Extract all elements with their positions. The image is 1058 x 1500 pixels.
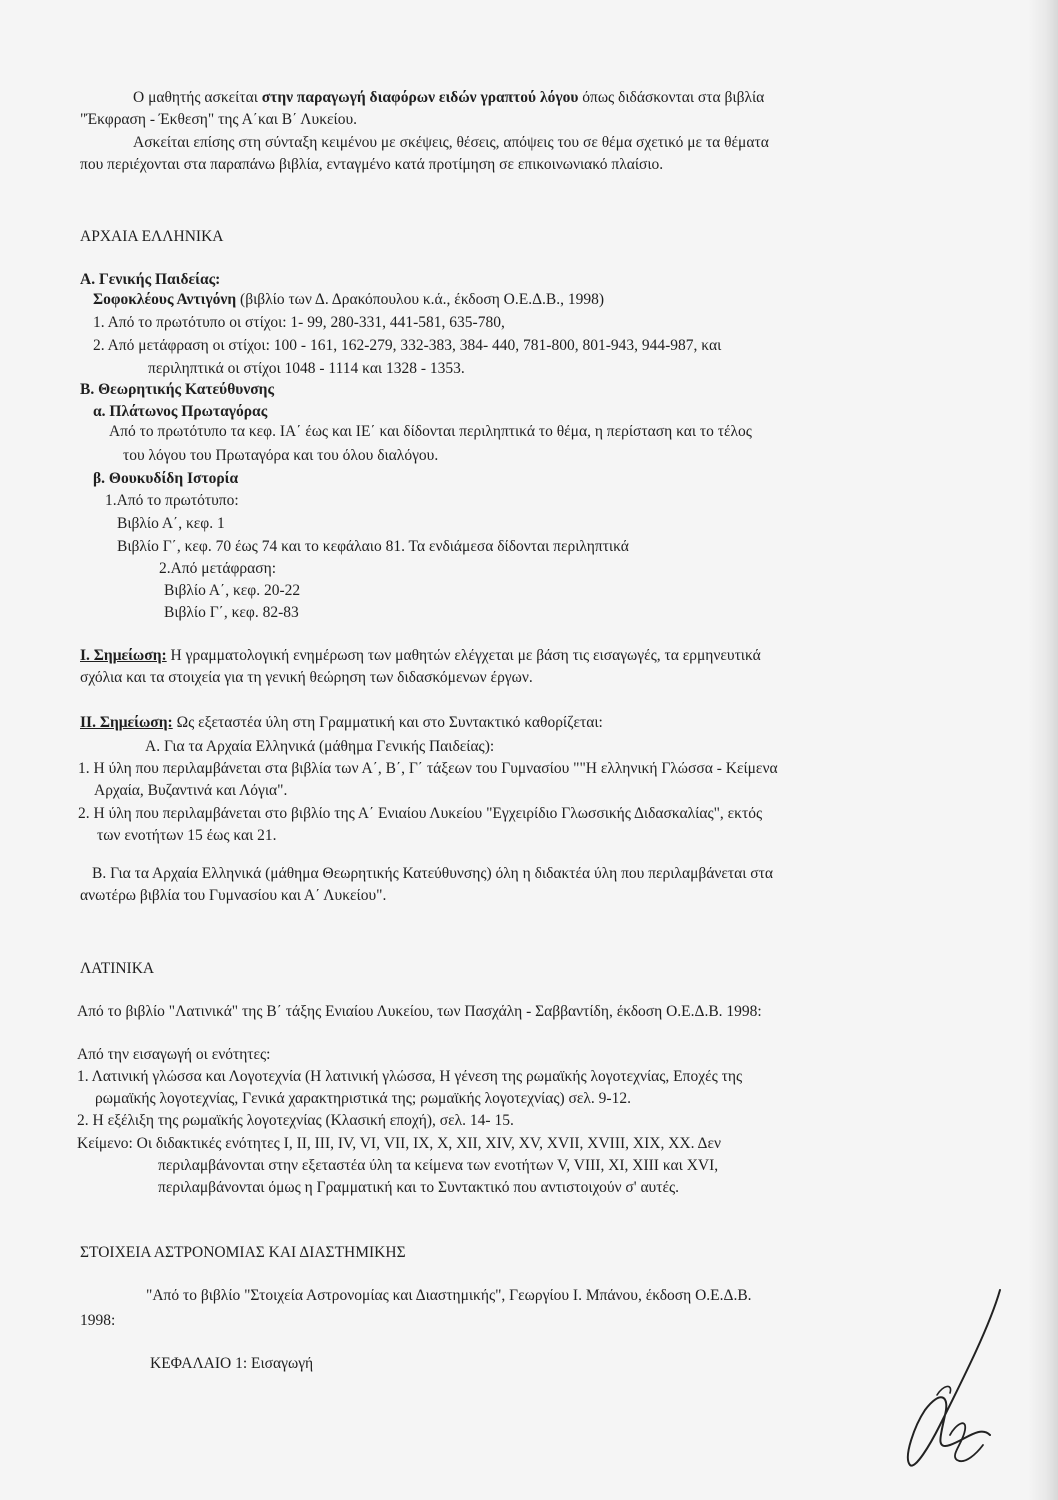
latin-item-1-line-2: ρωμαϊκής λογοτεχνίας, Γενικά χαρακτηριστικά της; ρωμαϊκής λογοτεχνίας) σελ. 9-12. xyxy=(95,1090,631,1107)
note-2-item-1-line-1: 1. Η ύλη που περιλαμβάνεται στα βιβλία των Α΄, Β΄, Γ΄ τάξεων του Γυμνασίου ""Η ελληνική Γλώσσα - Κείμενα xyxy=(78,760,778,777)
signature-mark xyxy=(895,1285,1035,1485)
latin-text-line-1: Κείμενο: Οι διδακτικές ενότητες Ι, ΙΙ, ΙΙΙ, ΙV, VΙ, VΙΙ, ΙΧ, Χ, ΧΙΙ, ΧΙV, ΧV, ΧVΙΙ, ΧVΙΙΙ, ΧΙΧ, ΧΧ. Δεν xyxy=(77,1135,721,1152)
intro-line-2: "Έκφραση - Έκθεση" της Α΄και Β΄ Λυκείου. xyxy=(80,111,358,128)
antigone-item-1: 1. Από το πρωτότυπο οι στίχοι: 1- 99, 280-331, 441-581, 635-780, xyxy=(93,314,505,331)
intro-p2-line-2: που περιέχονται στα παραπάνω βιβλία, ενταγμένο κατά προτίμηση σε επικοινωνιακό πλαίσιο. xyxy=(80,156,664,173)
protagoras-heading: α. Πλάτωνος Πρωταγόρας xyxy=(93,403,268,420)
note-2-label: ΙΙ. Σημείωση: xyxy=(80,714,173,731)
thucydides-book-a: Βιβλίο Α΄, κεφ. 1 xyxy=(117,515,225,532)
latin-source: Από το βιβλίο "Λατινικά" της Β΄ τάξης Ενιαίου Λυκείου, των Πασχάλη - Σαββαντίδη, έκδοση Ο.Ε.Δ.Β. 1998: xyxy=(77,1003,762,1020)
latin-text-line-3: περιλαμβάνονται όμως η Γραμματική και το Συντακτικό που αντιστοιχούν σ' αυτές. xyxy=(158,1179,679,1196)
intro-p2-line-1: Ασκείται επίσης στη σύνταξη κειμένου με σκέψεις, θέσεις, απόψεις του σε θέμα σχετικό με τα θέματα xyxy=(133,134,769,151)
note-2-item-1-line-2: Αρχαία, Βυζαντινά και Λόγια". xyxy=(94,782,288,799)
thucydides-trans-book-a: Βιβλίο Α΄, κεφ. 20-22 xyxy=(164,582,301,599)
latin-text-line-2: περιλαμβάνονται στην εξεταστέα ύλη τα κείμενα των ενοτήτων V, VΙΙΙ, ΧΙ, ΧΙΙΙ και ΧVΙ, xyxy=(158,1157,719,1174)
note-2-item-2-line-2: των ενοτήτων 15 έως και 21. xyxy=(97,827,277,844)
protagoras-line-1: Από το πρωτότυπο τα κεφ. ΙΑ΄ έως και ΙΕ΄ και δίδονται περιληπτικά το θέμα, η περίσταση και το τέλος xyxy=(109,423,752,440)
antigone-item-2-line-2: περιληπτικά οι στίχοι 1048 - 1114 και 1328 - 1353. xyxy=(148,360,465,377)
latin-intro: Από την εισαγωγή οι ενότητες: xyxy=(77,1046,271,1063)
protagoras-line-2: του λόγου του Πρωταγόρα και του όλου διαλόγου. xyxy=(123,447,439,464)
astronomy-heading: ΣΤΟΙΧΕΙΑ ΑΣΤΡΟΝΟΜΙΑΣ ΚΑΙ ΔΙΑΣΤΗΜΙΚΗΣ xyxy=(80,1244,406,1261)
note-1-label: Ι. Σημείωση: xyxy=(80,647,167,664)
note-2-item-2-line-1: 2. Η ύλη που περιλαμβάνεται στο βιβλίο της Α΄ Ενιαίου Λυκείου "Εγχειρίδιο Γλωσσικής Διδασκαλίας", εκτός xyxy=(78,805,763,822)
astronomy-chapter: ΚΕΦΑΛΑΙΟ 1: Εισαγωγή xyxy=(150,1355,314,1372)
note-1-line-2: σχόλια και τα στοιχεία για τη γενική θεώρηση των διδασκόμενων έργων. xyxy=(80,669,533,686)
astronomy-source-line-1: "Από το βιβλίο "Στοιχεία Αστρονομίας και Διαστημικής", Γεωργίου Ι. Μπάνου, έκδοση Ο.Ε.Δ.Β. xyxy=(146,1287,752,1304)
note-2-section-b-line-1: Β. Για τα Αρχαία Ελληνικά (μάθημα Θεωρητικής Κατεύθυνσης) όλη η διδακτέα ύλη που περιλαμβάνεται στα xyxy=(92,865,774,882)
note-2-section-a: Α. Για τα Αρχαία Ελληνικά (μάθημα Γενικής Παιδείας): xyxy=(145,738,495,755)
thucydides-translation: 2.Από μετάφραση: xyxy=(159,560,277,577)
latin-item-1-line-1: 1. Λατινική γλώσσα και Λογοτεχνία (Η λατινική γλώσσα, Η γένεση της ρωμαϊκής λογοτεχνίας, Εποχές της xyxy=(77,1068,743,1085)
intro-bold-phrase: στην παραγωγή διαφόρων ειδών γραπτού λόγου xyxy=(261,89,579,106)
astronomy-source-line-2: 1998: xyxy=(80,1312,116,1329)
thucydides-trans-book-c: Βιβλίο Γ΄, κεφ. 82-83 xyxy=(164,604,299,621)
note-2-line-1: ΙΙ. Σημείωση: Ως εξεταστέα ύλη στη Γραμματική και στο Συντακτικό καθορίζεται: xyxy=(80,714,603,731)
general-education-heading: Α. Γενικής Παιδείας: xyxy=(80,271,221,288)
latin-heading: ΛΑΤΙΝΙΚΑ xyxy=(80,960,155,977)
latin-item-2: 2. Η εξέλιξη της ρωμαϊκής λογοτεχνίας (Κλασική εποχή), σελ. 14- 15. xyxy=(77,1112,514,1129)
note-1-line-1: Ι. Σημείωση: Η γραμματολογική ενημέρωση των μαθητών ελέγχεται με βάση τις εισαγωγές, τα ερμηνευτικά xyxy=(80,647,761,664)
thucydides-original: 1.Από το πρωτότυπο: xyxy=(105,492,239,509)
antigone-item-2-line-1: 2. Από μετάφραση οι στίχοι: 100 - 161, 162-279, 332-383, 384- 440, 781-800, 801-943, 944-987, και xyxy=(93,337,722,354)
note-2-section-b-line-2: ανωτέρω βιβλία του Γυμνασίου και Α΄ Λυκείου". xyxy=(80,887,387,904)
ancient-heading: ΑΡΧΑΙΑ ΕΛΛΗΝΙΚΑ xyxy=(80,228,224,245)
thucydides-heading: β. Θουκυδίδη Ιστορία xyxy=(93,470,239,487)
intro-line-1: Ο μαθητής ασκείται στην παραγωγή διαφόρων ειδών γραπτού λόγου όπως διδάσκονται στα βιβλία xyxy=(133,89,765,106)
antigone-line: Σοφοκλέους Αντιγόνη (βιβλίο των Δ. Δρακόπουλου κ.ά., έκδοση Ο.Ε.Δ.Β., 1998) xyxy=(93,291,605,308)
page-edge-shadow xyxy=(1028,0,1058,1500)
theoretical-heading: Β. Θεωρητικής Κατεύθυνσης xyxy=(80,381,275,398)
thucydides-book-c: Βιβλίο Γ΄, κεφ. 70 έως 74 και το κεφάλαιο 81. Τα ενδιάμεσα δίδονται περιληπτικά xyxy=(117,538,629,555)
